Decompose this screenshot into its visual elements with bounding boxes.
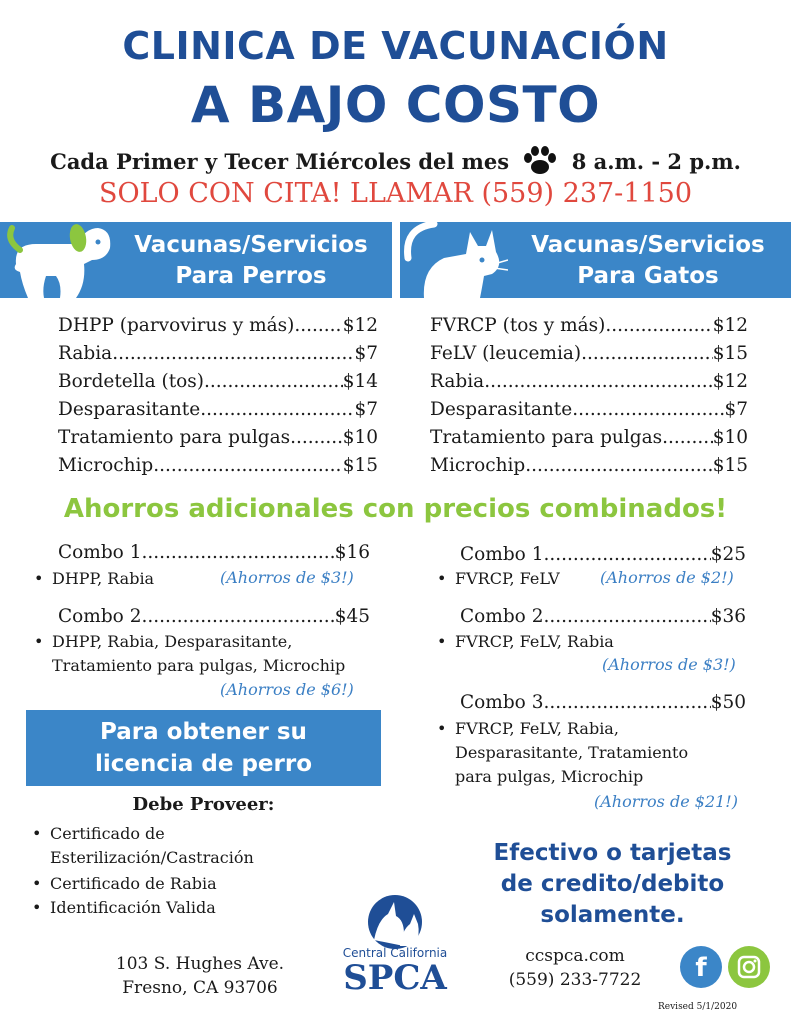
appointment-notice: SOLO CON CITA! LLAMAR (559) 237-1150 (98, 178, 693, 209)
service-price: $7 (354, 399, 378, 420)
title-line-1: CLINICA DE VACUNACIÓN (122, 24, 669, 68)
address (100, 952, 300, 1000)
facebook-icon[interactable]: f (680, 946, 722, 988)
cat-combo-3-includes-line-3: para pulgas, Microchip (455, 767, 644, 786)
cat-combo-1-savings: (Ahorros de $2!) (600, 568, 734, 587)
list-item (430, 452, 748, 480)
revised-date: Revised 5/1/2020 (658, 1002, 738, 1012)
service-price: $14 (342, 371, 378, 392)
list-item (58, 340, 378, 368)
cat-icon (404, 218, 508, 298)
service-name: DHPP (parvovirus y más) (58, 315, 295, 336)
list-item (430, 396, 748, 424)
service-price: $15 (342, 455, 378, 476)
dog-heading-line-1: Vacunas/Servicios (134, 232, 368, 258)
list-item (58, 452, 378, 480)
paw-icon (522, 146, 558, 181)
list-item (430, 340, 748, 368)
service-name: Microchip (58, 455, 154, 476)
list-item (430, 312, 748, 340)
dog-combo-2-savings: (Ahorros de $6!) (220, 680, 354, 699)
combo-heading: Ahorros adicionales con precios combinados! (63, 494, 728, 524)
requirement-2: • Certificado de Rabia (50, 872, 217, 895)
logo-top-text: Central California (342, 946, 448, 960)
dog-combo-1-includes: • DHPP, Rabia (52, 567, 154, 590)
service-name: FeLV (leucemia) (430, 343, 582, 364)
service-price: $7 (724, 399, 748, 420)
cat-combo-2 (460, 604, 746, 630)
spca-emblem-icon (360, 890, 430, 950)
dog-icon (6, 214, 114, 298)
provide-heading: Debe Proveer: (132, 794, 275, 815)
address-line-2: Fresno, CA 93706 (122, 978, 278, 998)
service-name: Rabia (58, 343, 113, 364)
dog-combo-1 (58, 540, 370, 566)
license-box (26, 710, 381, 786)
list-item (58, 396, 378, 424)
dog-combo-2-includes-line-1: • DHPP, Rabia, Desparasitante, (52, 630, 292, 653)
instagram-icon[interactable] (728, 946, 770, 988)
combo-name: Combo 2 (58, 606, 142, 627)
combo-price: $25 (710, 544, 746, 565)
phone: (559) 233-7722 (508, 970, 642, 990)
dog-combo-1-savings: (Ahorros de $3!) (220, 568, 354, 587)
service-name: Desparasitante (430, 399, 573, 420)
service-price: $7 (354, 343, 378, 364)
cat-services-heading (505, 230, 791, 292)
cat-services-band (400, 222, 791, 298)
service-price: $15 (712, 343, 748, 364)
service-price: $12 (712, 315, 748, 336)
dog-services-heading (110, 230, 392, 292)
combo-name: Combo 2 (460, 606, 544, 627)
license-box-line-2: licencia de perro (94, 751, 313, 777)
service-name: Tratamiento para pulgas (430, 427, 663, 448)
dog-price-list (58, 312, 378, 480)
cat-combo-1 (460, 542, 746, 568)
service-name: Bordetella (tos) (58, 371, 204, 392)
combo-price: $36 (710, 606, 746, 627)
schedule (0, 146, 791, 181)
service-name: FVRCP (tos y más) (430, 315, 606, 336)
list-item (58, 368, 378, 396)
requirement-1-line-1: • Certificado de (50, 822, 165, 845)
service-price: $10 (342, 427, 378, 448)
combo-price: $50 (710, 692, 746, 713)
dog-services-band (0, 222, 392, 298)
list-item (430, 424, 748, 452)
service-name: Tratamiento para pulgas (58, 427, 291, 448)
payment-line-2: de credito/debito (500, 871, 725, 897)
payment-note (440, 838, 785, 931)
cat-price-list (430, 312, 748, 480)
list-item (430, 368, 748, 396)
payment-line-1: Efectivo o tarjetas (493, 840, 732, 866)
license-box-line-1: Para obtener su (100, 719, 307, 745)
logo-bottom-text: SPCA (343, 958, 447, 998)
cat-combo-3-savings: (Ahorros de $21!) (594, 792, 738, 811)
combo-price: $16 (334, 542, 370, 563)
service-name: Microchip (430, 455, 526, 476)
dog-combo-2-includes-line-2: Tratamiento para pulgas, Microchip (52, 656, 346, 675)
service-price: $15 (712, 455, 748, 476)
dog-combo-2 (58, 604, 370, 630)
service-price: $12 (712, 371, 748, 392)
cat-combo-3-includes-line-2: Desparasitante, Tratamiento (455, 743, 689, 762)
service-name: Desparasitante (58, 399, 201, 420)
list-item (58, 424, 378, 452)
website: ccspca.com (525, 946, 625, 966)
payment-line-3: solamente. (540, 902, 685, 928)
schedule-hours: 8 a.m. - 2 p.m. (571, 149, 741, 174)
combo-name: Combo 1 (58, 542, 142, 563)
service-name: Rabia (430, 371, 485, 392)
spca-logo (330, 890, 460, 1000)
title-line-2: A BAJO COSTO (190, 76, 601, 134)
cat-heading-line-2: Para Gatos (577, 263, 719, 289)
requirement-1-line-2: Esterilización/Castración (50, 848, 254, 867)
cat-combo-3-includes-line-1: • FVRCP, FeLV, Rabia, (455, 717, 619, 740)
list-item (58, 312, 378, 340)
service-price: $10 (712, 427, 748, 448)
schedule-days: Cada Primer y Tecer Miércoles del mes (50, 149, 510, 174)
combo-price: $45 (334, 606, 370, 627)
dog-heading-line-2: Para Perros (175, 263, 327, 289)
combo-name: Combo 1 (460, 544, 544, 565)
requirement-3: • Identificación Valida (50, 896, 216, 919)
combo-name: Combo 3 (460, 692, 544, 713)
cat-combo-2-savings: (Ahorros de $3!) (602, 655, 736, 674)
cat-combo-1-includes: • FVRCP, FeLV (455, 567, 560, 590)
cat-heading-line-1: Vacunas/Servicios (531, 232, 765, 258)
cat-combo-3 (460, 690, 746, 716)
contact (480, 944, 670, 992)
service-price: $12 (342, 315, 378, 336)
address-line-1: 103 S. Hughes Ave. (115, 954, 285, 974)
cat-combo-2-includes: • FVRCP, FeLV, Rabia (455, 630, 614, 653)
